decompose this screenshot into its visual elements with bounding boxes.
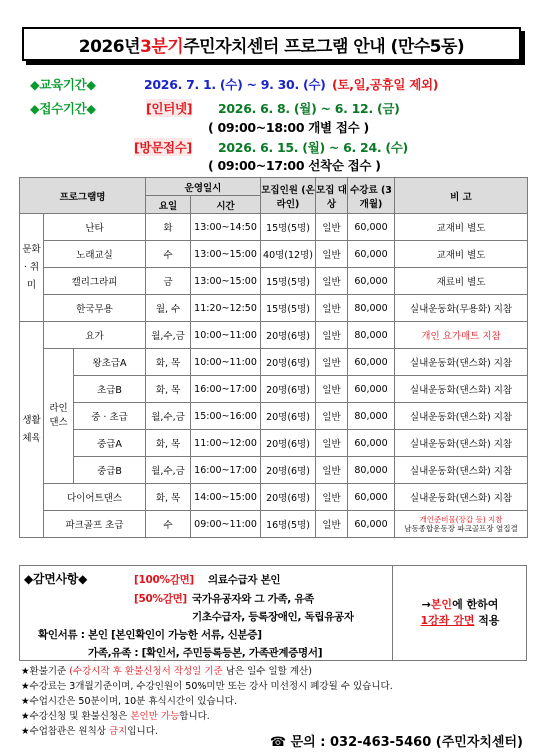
program-name: 요가: [44, 322, 146, 349]
program-fee: 80,000: [348, 322, 395, 349]
exemption-box: [19, 565, 527, 661]
exemption-full-value: 의료수급자 본인: [208, 574, 281, 586]
notes-list: [21, 664, 393, 739]
exemption-docs2: 가족,유족 : [확인서, 주민등록등본, 가족관계증명서]: [88, 647, 323, 659]
table-row: [20, 484, 528, 511]
program-note: 실내운동화(댄스화) 지참: [395, 484, 528, 511]
program-time: 13:00~14:50: [191, 214, 261, 241]
program-capacity: 16명(5명): [261, 511, 316, 538]
program-time: 13:00~15:00: [191, 241, 261, 268]
program-time: 14:00~15:00: [191, 484, 261, 511]
note-text: ★환불기준: [21, 666, 70, 677]
table-row: [20, 430, 528, 457]
table-row: [20, 322, 528, 349]
program-target: 일반: [316, 241, 348, 268]
program-time: 16:00~17:00: [191, 457, 261, 484]
exemption-self: 본인: [430, 598, 453, 611]
program-note: 실내운동화(댄스화) 지참: [395, 403, 528, 430]
program-target: 일반: [316, 268, 348, 295]
table-row: [20, 457, 528, 484]
contact-info: ☎ 문의 : 032-463-5460 (주민자치센터): [269, 735, 523, 750]
program-day: 금: [146, 268, 191, 295]
exemption-title: ◆감면사항◆: [24, 572, 88, 586]
program-name: 중급B: [74, 457, 146, 484]
exemption-half-value1: 국가유공자와 그 가족, 유족: [192, 593, 315, 605]
exemption-half-value2: 기초수급자, 등록장애인, 독립유공자: [192, 611, 354, 623]
program-day: 화, 목: [146, 484, 191, 511]
table-row: [20, 241, 528, 268]
note-item: [21, 709, 393, 724]
program-name: 난타: [44, 214, 146, 241]
program-name: 왕초급A: [74, 349, 146, 376]
note-text: 합니다.: [179, 711, 210, 722]
online-value: 2026. 6. 8. (월) ~ 6. 12. (금): [218, 101, 400, 116]
program-fee: 60,000: [348, 268, 395, 295]
program-note: 실내운동화(댄스화) 지참: [395, 430, 528, 457]
program-note: 교재비 별도: [395, 214, 528, 241]
program-name: 캘리그라피: [44, 268, 146, 295]
program-day: 월,수,금: [146, 403, 191, 430]
note-text: 남은 일수 일할 계산): [222, 666, 312, 677]
table-row: [20, 268, 528, 295]
online-label: [인터넷]: [146, 101, 193, 116]
program-day: 화, 목: [146, 349, 191, 376]
edu-period-value: 2026. 7. 1. (수) ~ 9. 30. (수): [144, 77, 326, 92]
program-capacity: 20명(6명): [261, 430, 316, 457]
program-time: 10:00~11:00: [191, 322, 261, 349]
program-fee: 60,000: [348, 349, 395, 376]
program-capacity: 20명(6명): [261, 349, 316, 376]
program-target: 일반: [316, 484, 348, 511]
note-highlight: 금지: [108, 726, 128, 737]
program-note: 실내운동화(댄스화) 지참: [395, 457, 528, 484]
program-time: 11:20~12:50: [191, 295, 261, 322]
note-item: [21, 679, 393, 694]
title-post: 주민자치센터 프로그램 안내 (만수5동): [183, 36, 465, 57]
program-name: 중 · 초급: [74, 403, 146, 430]
header-program: 프로그램명: [20, 178, 146, 214]
program-note-main: 개인준비물(장갑 등) 지참: [419, 515, 503, 524]
table-row: [20, 511, 528, 538]
page-title: [22, 27, 521, 61]
table-row: [20, 349, 528, 376]
group-linedance: 라인 댄스: [44, 349, 74, 484]
header-fee: 수강료 (3개월): [348, 178, 395, 214]
program-note: 교재비 별도: [395, 241, 528, 268]
program-note: 실내운동화(무용화) 지참: [395, 295, 528, 322]
program-note: 개인 요가매트 지참: [395, 322, 528, 349]
exemption-right: [392, 566, 527, 660]
table-row: [20, 376, 528, 403]
program-time: 09:00~11:00: [191, 511, 261, 538]
note-item: [21, 664, 393, 679]
table-row: [20, 295, 528, 322]
program-note: 실내운동화(댄스화) 지참: [395, 349, 528, 376]
program-name: 노래교실: [44, 241, 146, 268]
table-row: [20, 214, 528, 241]
program-fee: 60,000: [348, 430, 395, 457]
program-name: 중급A: [74, 430, 146, 457]
program-target: 일반: [316, 322, 348, 349]
note-highlight: (수강시작 후 환불신청서 작성일 기준: [69, 666, 223, 677]
program-day: 월,수,금: [146, 322, 191, 349]
exemption-only: 에 한하여: [452, 598, 499, 611]
note-text: 입니다.: [127, 726, 158, 737]
program-target: 일반: [316, 457, 348, 484]
program-target: 일반: [316, 511, 348, 538]
program-capacity: 20명(6명): [261, 403, 316, 430]
title-highlight: 3분기: [140, 36, 184, 57]
reg-period-label: ◆접수기간◆: [30, 101, 96, 116]
program-day: 수: [146, 241, 191, 268]
exemption-full-label: [100%감면]: [134, 574, 194, 586]
note-text: ★수강신청 및 환불신청은: [21, 711, 131, 722]
exemption-docs1: 확인서류 : 본인 [본인확인이 가능한 서류, 신분증]: [38, 629, 262, 641]
program-time: 13:00~15:00: [191, 268, 261, 295]
header-target: 모집 대상: [316, 178, 348, 214]
header-remarks: 비 고: [395, 178, 528, 214]
program-note: 실내운동화(댄스화) 지참: [395, 376, 528, 403]
visit-label: [방문접수]: [134, 140, 192, 155]
program-day: 화: [146, 214, 191, 241]
program-target: 일반: [316, 403, 348, 430]
edu-period-label: ◆교육기간◆: [30, 77, 96, 92]
program-name: 한국무용: [44, 295, 146, 322]
header-time: 시간: [191, 196, 261, 214]
program-day: 월, 수: [146, 295, 191, 322]
table-row: [20, 403, 528, 430]
program-fee: 80,000: [348, 457, 395, 484]
group-culture: 문화 · 취미: [20, 214, 44, 322]
exemption-one-course: 1강좌 감면: [420, 614, 475, 627]
program-time: 11:00~12:00: [191, 430, 261, 457]
program-capacity: 40명(12명): [261, 241, 316, 268]
program-name: 파크골프 초급: [44, 511, 146, 538]
program-capacity: 15명(5명): [261, 295, 316, 322]
note-highlight: 본인만 가능: [130, 711, 180, 722]
program-target: 일반: [316, 349, 348, 376]
program-target: 일반: [316, 376, 348, 403]
program-capacity: 20명(6명): [261, 484, 316, 511]
program-note-sub: 남동종합운동장 파크골프장 옆집결: [404, 524, 518, 533]
program-name: 다이어트댄스: [44, 484, 146, 511]
program-fee: 80,000: [348, 295, 395, 322]
arrow-icon: →: [421, 598, 431, 611]
exemption-apply: 적용: [474, 614, 500, 627]
program-note: [395, 511, 528, 538]
exemption-half-label: [50%감면]: [134, 593, 187, 605]
note-item: [21, 694, 393, 709]
program-fee: 60,000: [348, 214, 395, 241]
program-capacity: 20명(6명): [261, 376, 316, 403]
program-fee: 60,000: [348, 511, 395, 538]
visit-value: 2026. 6. 15. (월) ~ 6. 24. (수): [218, 140, 408, 155]
program-time: 10:00~11:00: [191, 349, 261, 376]
program-target: 일반: [316, 214, 348, 241]
group-life: 생활 체육: [20, 322, 44, 538]
online-time: ( 09:00~18:00 개별 접수 ): [208, 120, 369, 135]
program-time: 15:00~16:00: [191, 403, 261, 430]
program-day: 수: [146, 511, 191, 538]
program-capacity: 15명(5명): [261, 214, 316, 241]
note-text: ★수업시간은 50분이며, 10분 휴식시간이 있습니다.: [21, 696, 237, 707]
program-capacity: 20명(6명): [261, 322, 316, 349]
program-capacity: 15명(5명): [261, 268, 316, 295]
header-schedule: 운영일시: [146, 178, 261, 196]
program-table: [19, 177, 528, 538]
note-text: ★수강료는 3개월기준이며, 수강인원이 50%미만 또는 강사 미선정시 폐강될 수 있습니다.: [21, 681, 393, 692]
visit-time: ( 09:00~17:00 선착순 접수 ): [208, 158, 381, 173]
program-day: 월,수,금: [146, 457, 191, 484]
program-fee: 60,000: [348, 376, 395, 403]
program-note: 재료비 별도: [395, 268, 528, 295]
program-target: 일반: [316, 430, 348, 457]
program-fee: 60,000: [348, 484, 395, 511]
note-text: ★수업참관은 원칙상: [21, 726, 109, 737]
program-fee: 60,000: [348, 241, 395, 268]
program-target: 일반: [316, 295, 348, 322]
program-name: 초급B: [74, 376, 146, 403]
program-capacity: 20명(6명): [261, 457, 316, 484]
title-pre: 2026년: [78, 36, 141, 57]
edu-period-note: (토,일,공휴일 제외): [332, 77, 439, 92]
program-day: 화, 목: [146, 376, 191, 403]
header-day: 요일: [146, 196, 191, 214]
program-day: 화, 목: [146, 430, 191, 457]
program-time: 16:00~17:00: [191, 376, 261, 403]
header-capacity: 모집인원 (온라인): [261, 178, 316, 214]
program-fee: 80,000: [348, 403, 395, 430]
